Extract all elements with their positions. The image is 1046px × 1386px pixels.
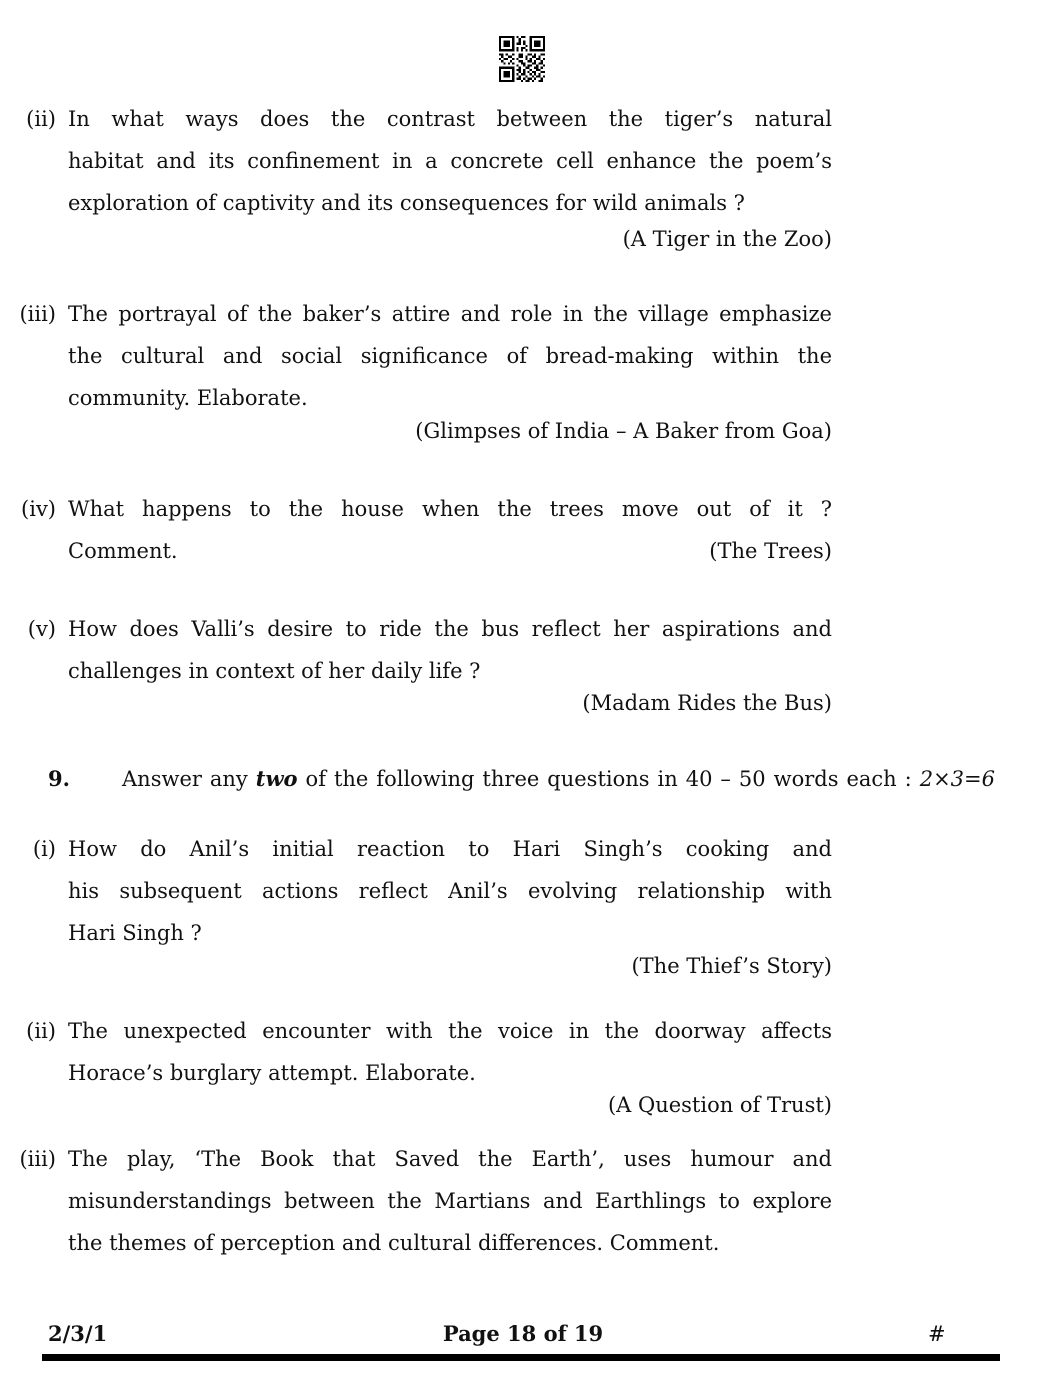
q9-item-i-line2: his subsequent actions reflect Anil’s evolving relationship with	[68, 879, 832, 903]
q9-item-i-line1: How do Anil’s initial reaction to Hari Singh’s cooking and	[68, 837, 832, 861]
q8-item-v-source: (Madam Rides the Bus)	[582, 691, 832, 715]
q9-intro-suffix: of the following three questions in 40 – 50 words each :	[297, 767, 920, 791]
qr-code-icon	[499, 36, 545, 82]
question-9-intro	[122, 758, 995, 800]
q9-item-i-label: (i)	[32, 837, 56, 861]
q8-item-v-line2: challenges in context of her daily life ?	[68, 659, 481, 683]
q9-item-ii-line2: Horace’s burglary attempt. Elaborate.	[68, 1061, 476, 1085]
footer-rule	[42, 1354, 1000, 1361]
q9-item-iii-line3: the themes of perception and cultural differences. Comment.	[68, 1231, 720, 1255]
hash-mark: #	[928, 1322, 946, 1346]
q8-item-iv-label: (iv)	[21, 497, 56, 521]
question-9-header	[48, 758, 1046, 800]
q9-item-iii	[0, 1138, 1046, 1264]
paper-set-code: 2/3/1	[48, 1321, 108, 1346]
q8-item-ii-source: (A Tiger in the Zoo)	[622, 227, 832, 251]
q8-item-ii-line3: exploration of captivity and its consequences for wild animals ?	[68, 191, 745, 215]
q9-item-ii-source: (A Question of Trust)	[607, 1093, 832, 1117]
q8-item-iv-line2: Comment.	[68, 539, 178, 563]
q8-item-iii	[0, 293, 1046, 452]
q8-item-iv-source: (The Trees)	[709, 539, 832, 563]
q8-item-iii-line2: the cultural and social significance of bread-making within the	[68, 344, 832, 368]
q8-item-ii-line1: In what ways does the contrast between the tiger’s natural	[68, 107, 832, 131]
q9-item-ii-line1: The unexpected encounter with the voice in the doorway affects	[68, 1019, 832, 1043]
q9-item-i	[0, 828, 1046, 987]
q8-item-ii-label: (ii)	[26, 107, 56, 131]
q8-item-ii-line2: habitat and its confinement in a concrete cell enhance the poem’s	[68, 149, 832, 173]
q8-item-iii-line3: community. Elaborate.	[68, 386, 308, 410]
q8-item-iii-label: (iii)	[19, 302, 56, 326]
q9-item-ii-label: (ii)	[26, 1019, 56, 1043]
q8-item-v-label: (v)	[27, 617, 56, 641]
q8-item-iii-line1: The portrayal of the baker’s attire and role in the village emphasize	[68, 302, 832, 326]
q9-item-iii-line2: misunderstandings between the Martians and Earthlings to explore	[68, 1189, 832, 1213]
q9-item-i-line3: Hari Singh ?	[68, 921, 202, 945]
q9-marks: 2×3=6	[919, 767, 995, 791]
q9-intro-emphasis: two	[255, 766, 298, 791]
q9-item-iii-line1: The play, ‘The Book that Saved the Earth’, uses humour and	[68, 1147, 832, 1171]
q8-item-ii	[0, 98, 1046, 260]
q9-intro-prefix: Answer any	[122, 767, 256, 791]
q8-item-iii-source: (Glimpses of India – A Baker from Goa)	[415, 419, 832, 443]
q9-item-ii	[0, 1010, 1046, 1126]
q9-item-iii-label: (iii)	[19, 1147, 56, 1171]
q8-item-iv	[0, 488, 1046, 572]
q8-item-v	[0, 608, 1046, 724]
page-number-label: Page 18 of 19	[442, 1321, 604, 1346]
q8-item-iv-line1: What happens to the house when the trees move out of it ?	[68, 497, 832, 521]
q9-item-i-source: (The Thief’s Story)	[631, 954, 832, 978]
q8-item-v-line1: How does Valli’s desire to ride the bus reflect her aspirations and	[68, 617, 832, 641]
question-9-number: 9.	[48, 766, 70, 791]
